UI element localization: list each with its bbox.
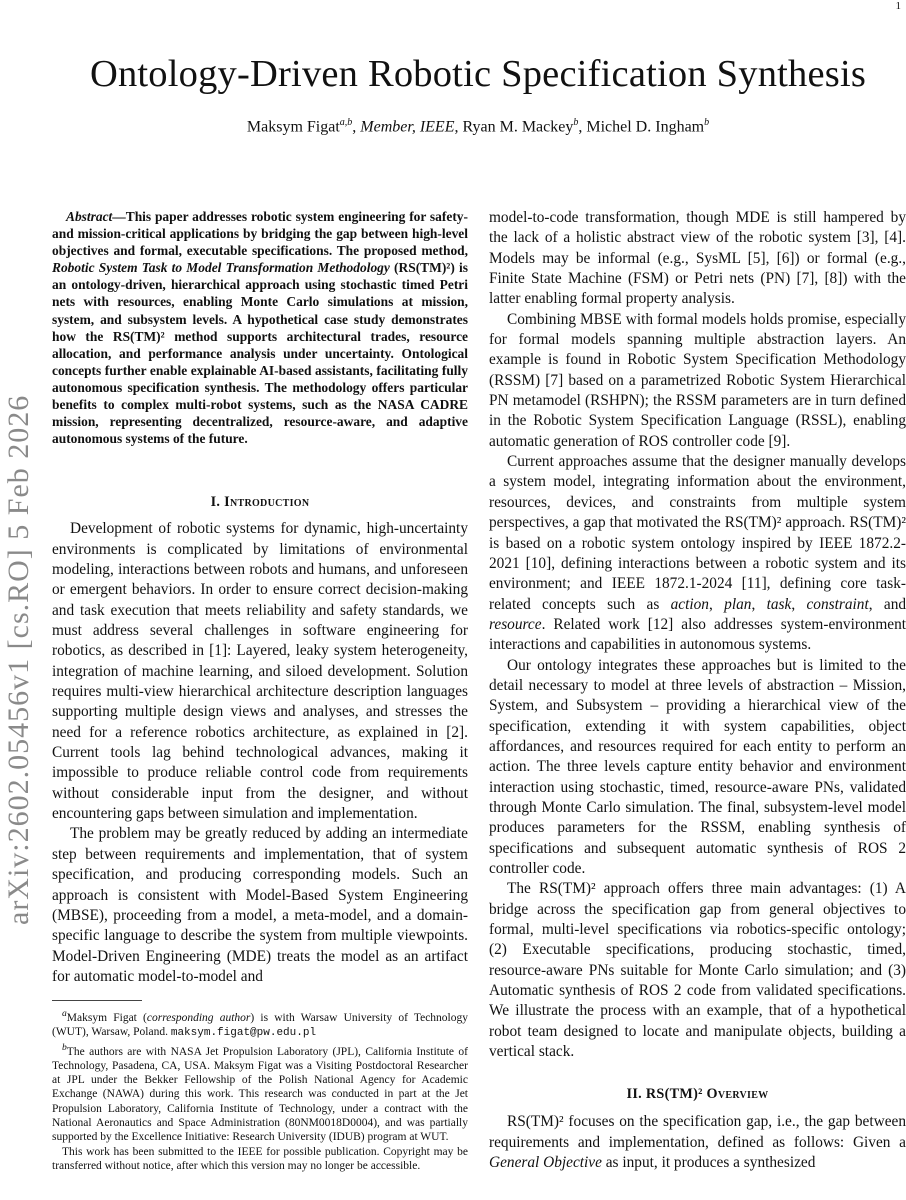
separator: , [578,118,587,136]
separator: , [708,595,725,613]
separator: , [751,595,767,613]
footnote-mark: b [62,1041,67,1053]
section-number: I. [210,494,221,511]
section-title: RS(TM)² Overview [645,1086,769,1103]
footnote-text: Maksym Figat ( [66,1012,147,1025]
paragraph-text: . Related work [12] also addresses system-environment interactions and capabilities in autonomous systems. [489,615,906,654]
paper-title: Ontology-Driven Robotic Specification Synthesis [89,53,867,95]
concept-term: resource [489,615,542,633]
section-heading-overview [489,1086,906,1103]
footnote-a [52,1007,468,1040]
footnote-text: The authors are with NASA Jet Propulsion Laboratory (JPL), California Institute of Technology, Pasadena, CA, USA. Maksym Figat was a Visiting Postdoctoral Researcher at JPL under the Bekker Fellowship of the Polish National Agency for Academic Exchange (NAWA) during this work. This research was conducted in part at the Jet Propulsion Laboratory, California Institute of Technology, under a contract with the National Aeronautics and Space Administration (80NM0018D0004), and was partially supported by the Excellence Initiative: Research University (IDUB) program at WUT. [52,1045,468,1144]
page-number: 1 [895,0,901,12]
affiliation-mark: a,b [339,117,353,128]
section-number: II. [626,1086,642,1103]
abstract-dash: — [112,209,126,224]
right-column [489,208,906,1173]
paragraph-text: as input, it produces a synthesized [601,1154,816,1172]
footnote-text: ) is with Warsaw University of Technology (WUT), Warsaw, Poland. [52,1012,468,1039]
concept-term: constraint [806,595,869,613]
author-name: Ryan M. Mackey [462,118,574,136]
abstract-text: This paper addresses robotic system engineering for safety- and mission-critical applications by bridging the gap between high-level objectives and formal, executable specifications. The proposed method, [52,209,468,259]
abstract-text: (RS(TM)²) is an ontology-driven, hierarchical approach using stochastic timed Petri nets with resources, enabling Monte Carlo simulations at mission, system, and subsystem levels. A hypothetical case study demonstrates how the RS(TM)² method supports architectural trades, resource allocation, and performance analysis under uncertainty. Ontological concepts further enable explainable AI-based assistants, facilitating fully autonomous specification synthesis. The methodology offers particular benefits to complex multi-robot systems, such as the NASA CADRE mission, representing decentralized, resource-aware, and adaptive autonomous systems of the future. [52,260,468,447]
concept-term: action [670,595,709,613]
paragraph: Combining MBSE with formal models holds promise, especially for formal models spanning multiple abstraction layers. An example is found in Robotic System Specification Methodology (RSSM) [7] based on a parametrized Robotic System Hierarchical PN metamodel (RSHPN); the RSSM parameters are in turn defined in the Robotic System Specification Language (RSSL), enabling automatic generation of ROS controller code [9]. [489,310,906,450]
separator: , [791,595,807,613]
method-name: Robotic System Task to Model Transformation Methodology [52,260,390,276]
separator: , and [868,595,906,613]
section-title: Introduction [224,494,310,511]
separator: , [352,118,361,136]
author-email: maksym.figat@pw.edu.pl [170,1027,317,1040]
footnote-role: corresponding author [146,1012,251,1025]
paragraph: Development of robotic systems for dynamic, high-uncertainty environments is complicated by limitations of environmental modeling, interactions between robots and humans, and unforeseen or emergent behaviors. In order to ensure correct decision-making and task execution that meets reliability and safety standards, we must address several challenges in software engineering for robotics, as described in [1]: Layered, leaky system heterogeneity, integration of machine learning, and siloed development. Solution requires multi-view hierarchical architecture description languages supporting multiple design views and analyses, and stresses the need for a reference robotics architecture, as explained in [2]. Current tools lag behind technological advances, making it impossible to produce reliable control code from requirements without considerable input from the designer, and without encountering gaps between simulation and implementation. [52,520,468,823]
paragraph [489,452,906,655]
paragraph: Our ontology integrates these approaches but is limited to the detail necessary to model at three levels of abstraction – Mission, System, and Subsystem – providing a hierarchical view of the specification, extending it with system capabilities, object affordances, and resources required for each entity to perform an action. The three levels capture entity behavior and environment interaction using stochastic, timed, resource-aware PNs, validated through Monte Carlo simulation. The final, subsystem-level model produces parameters for the RSSM, enabling synthesis of specifications and subsequent automatic synthesis of ROS 2 controller code. [489,656,906,877]
paragraph: The RS(TM)² approach offers three main advantages: (1) A bridge across the specification gap from general objectives to formal, multi-level specifications via robotics-specific ontology; (2) Executable specifications, producing stochastic, timed, resource-aware PNs suitable for Monte Carlo simulation; and (3) Automatic synthesis of ROS 2 code from validated specifications. We illustrate the process with an example, that of a hypothetical robot team designed to locate and manipulate objects, building a vertical stack. [489,880,906,1061]
paragraph-text: RS(TM)² focuses on the specification gap, i.e., the gap between requirements and implementation, defined as follows: Given a [489,1113,906,1151]
concept-term: task [766,595,792,613]
concept-term: General Objective [489,1154,602,1172]
paragraph-continued: model-to-code transformation, though MDE is still hampered by the lack of a holistic abstract view of the robotic system [3], [4]. Models may be informal (e.g., SysML [5], [6]) or formal (e.g., Finite State Machine (FSM) or Petri nets (PN) [7], [8]) with the latter enabling formal property analysis. [489,209,906,308]
abstract [52,208,468,447]
left-column [52,208,468,1173]
footnote-mark: a [62,1008,67,1020]
paragraph-text: Current approaches assume that the designer manually develops a system model, integrating information about the environment, resources, devices, and constraints from multiple system perspectives, a gap that motivated the RS(TM)² approach. RS(TM)² is based on a robotic system ontology inspired by IEEE 1872.2-2021 [10], defining interactions between a robotic system and its environment; and IEEE 1872.1-2024 [11], defining core task-related concepts such as [489,453,906,613]
author-name: Michel D. Ingham [586,118,705,136]
affiliation-mark: b [573,117,579,128]
paragraph [489,1112,906,1173]
arxiv-identifier-stamp: arXiv:2602.05456v1 [cs.RO] 5 Feb 2026 [2,394,35,925]
abstract-label: Abstract [66,209,113,224]
footnote-b [52,1041,468,1145]
affiliation-mark: b [704,117,710,128]
author-membership: Member, IEEE [360,118,455,136]
concept-term: plan [724,595,752,613]
paragraph: The problem may be greatly reduced by adding an intermediate step between requirements and implementation, that of system specification, and producing corresponding models. Such an approach is consistent with Model-Based System Engineering (MBSE), proceeding from a model, a meta-model, and a domain-specific language to describe the system from multiple viewpoints. Model-Driven Engineering (MDE) treats the model as an artifact for automatic model-to-model and [52,825,468,985]
footnote-submission: This work has been submitted to the IEEE for possible publication. Copyright may be transferred without notice, after which this version may no longer be accessible. [52,1145,468,1172]
separator: , [454,118,463,136]
author-list [60,117,896,136]
section-heading-introduction [52,494,468,511]
author-name: Maksym Figat [246,118,340,136]
